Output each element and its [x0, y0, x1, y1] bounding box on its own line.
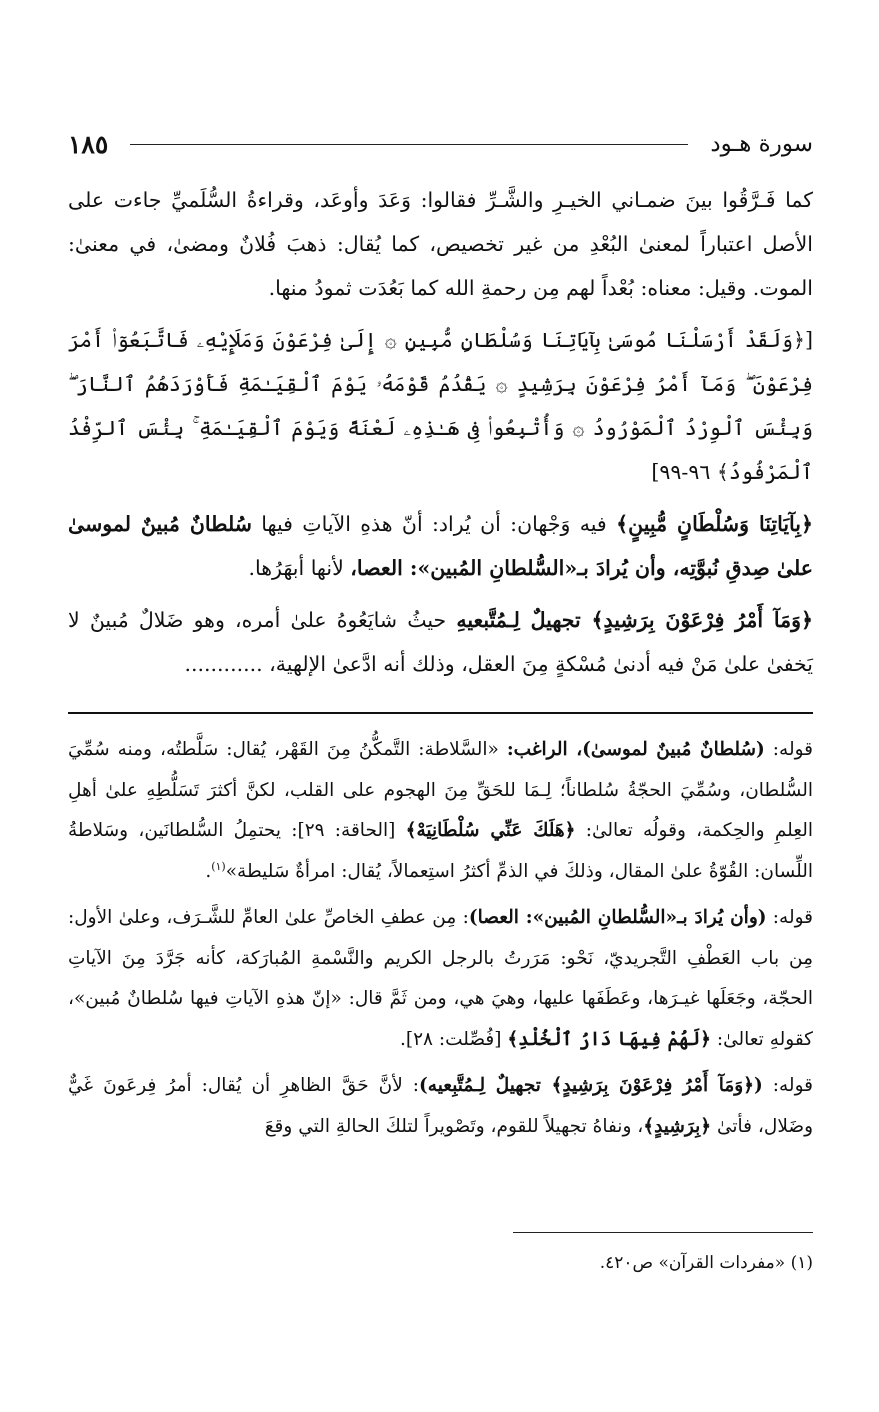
main-paragraph-3	[68, 598, 813, 686]
commentary-text: [الحاقة: ٢٩]: يحتمِلُ السُّلطانَين، وسَلاطةُ اللِّسان: القُوّةُ علىٰ المقال، وذلكَ في الذمِّ أكثرُ استِعمالاً، يُقال: امرأةٌ سَليطة»	[68, 820, 813, 882]
footnote: (١) «مفردات القرآن» ص٤٢٠.	[599, 1253, 813, 1273]
verse-quote: ﴿لَهُمْ فِيهَا دَارُ ٱلْخُلْدِ﴾	[507, 1028, 711, 1050]
commentary-text: : مِن عطفِ الخاصِّ علىٰ العامِّ للشَّـرَف، وعلىٰ الأول: مِن باب العَطْفِ التَّجريديّ، نَحْو: مَرَرتُ بالرجل الكريم والنَّسْمةِ المُبارَكة، كأنه جَرَّدَ مِنَ الآياتِ الحجّة، وجَعَلَها غيـرَها، وعَطَفَها عليها، وهيَ هي، ومن ثَمَّ قال: «إنّ هذهِ الآياتِ فيها سُلطانٌ مُبين»، كقولهِ تعالىٰ:	[68, 907, 813, 1050]
commentary-text: [فُصِّلت: ٢٨].	[399, 1028, 508, 1050]
commentary-text: .	[205, 860, 212, 882]
paragraph-text: فيه وَجْهان: أن يُراد: أنّ هذهِ الآياتِ فيها	[251, 512, 617, 536]
main-divider	[68, 712, 813, 714]
footnote-rule	[513, 1232, 813, 1233]
header-rule	[130, 144, 688, 145]
main-paragraph-1: كما فَـرَّقُوا بينَ ضمـاني الخيـرِ والشَّـرِّ فقالوا: وَعَدَ وأوعَد، وقراءةُ السُّلَميِّ جاءت على الأصل اعتباراً لمعنىٰ البُعْدِ من غير تخصيص، كما يُقال: ذهبَ فُلانٌ ومضىٰ، في معنىٰ: الموت. وقيل: معناه: بُعْداً لهم مِن رحمةِ الله كما بَعُدَت ثمودُ منها.	[68, 188, 813, 300]
quran-open-bracket: [﴿	[792, 328, 813, 352]
quran-close-bracket: ﴾ ٩٦-٩٩]	[651, 460, 729, 484]
commentary-paragraph-2	[68, 898, 813, 1060]
main-text	[68, 178, 813, 694]
verse-quote: ﴿هَلَكَ عَنِّي سُلْطَانِيَهْ﴾	[405, 820, 576, 841]
paragraph-text: حيثُ شايَعُوهُ علىٰ أمره، وهو ضَلالٌ مُبينٌ لا يَخفىٰ علىٰ مَنْ فيه أدنىٰ مُسْكةٍ مِنَ العقل، وذلك أنه ادَّعىٰ الإلهية، ............	[68, 608, 813, 676]
commentary-text: قوله:	[762, 1075, 813, 1096]
paragraph-text: لأنها أبهَرُها.	[248, 556, 351, 580]
verse-quote: ﴿بِآيَاتِنَا وَسُلْطَانٍ مُّبِينٍ﴾	[616, 512, 814, 536]
commentary-section	[68, 730, 813, 1153]
quran-verses	[68, 318, 813, 494]
bold-phrase: تجهيلٌ لِـمُتَّبعيهِ	[456, 608, 592, 632]
verse-quote: ﴿وَمَآ أَمْرُ فِرْعَوْنَ بِرَشِيدٍ﴾	[591, 608, 814, 632]
verse-quote: ﴿بِرَشِيدٍ﴾	[643, 1115, 712, 1137]
commentary-paragraph-1	[68, 730, 813, 892]
surah-title: سورة هـود	[710, 131, 813, 157]
running-header	[68, 122, 813, 166]
footnote-marker[interactable]: (١)	[211, 859, 226, 873]
commentary-lemma: (﴿وَمَآ أَمْرُ فِرْعَوْنَ بِرَشِيدٍ﴾ تجهيلٌ لِـمُتَّبِعيه)	[419, 1075, 763, 1096]
commentary-text: : لأنَّ حَقَّ الظاهرِ أن يُقال: أمرُ فِرعَونَ غَيٌّ وضَلال، فأتىٰ	[68, 1075, 813, 1137]
commentary-text: ، ونفاهُ تجهيلاً للقوم، وتَصْويراً لتلكَ الحالةِ التي وقعَ	[264, 1115, 644, 1137]
commentary-lemma: (وأن يُرادَ بـ«السُّلطانِ المُبين»: العصا)	[468, 907, 767, 928]
commentary-text: قوله:	[764, 739, 813, 760]
bold-phrase: سُلطانٌ مُبينٌ لموسىٰ علىٰ صِدقِ نُبوَّتِه، وأن يُرادَ بـ«السُّلطانِ المُبين»: العصا،	[68, 512, 813, 580]
commentary-paragraph-3	[68, 1066, 813, 1147]
commentary-text: قوله:	[766, 907, 813, 928]
quran-verse-text: وَلَقَدْ أَرْسَلْنَا مُوسَىٰ بِآيَاتِنَا وَسُلْطَانٍ مُّبِينٍ ۞ إِلَىٰ فِرْعَوْنَ وَمَلَإِيْهِۦ فَاتَّبَعُوٓا۟ أَمْرَ فِرْعَوْنَ ۖ وَمَآ أَمْرُ فِرْعَوْنَ بِرَشِيدٍ ۞ يَقْدُمُ قَوْمَهُۥ يَوْمَ ٱلْقِيَـٰمَةِ فَأَوْرَدَهُمُ ٱلنَّارَ ۖ وَبِئْسَ ٱلْوِرْدُ ٱلْمَوْرُودُ ۞ وَأُتْبِعُوا۟ فِى هَـٰذِهِۦ لَعْنَةً وَيَوْمَ ٱلْقِيَـٰمَةِ ۚ بِئْسَ ٱلرِّفْدُ ٱلْمَرْفُودُ	[68, 328, 813, 484]
main-paragraph-2	[68, 502, 813, 590]
page-number: ١٨٥	[68, 129, 109, 159]
commentary-text: «السَّلاطة: التَّمكُّنُ مِنَ القَهْر، يُقال: سَلَّطتُه، ومنه سُمِّيَ السُّلطان، وسُمِّيَ الحجّةُ سُلطاناً؛ لِـمَا للحَقِّ مِنَ الهجوم على القلب، لكنَّ أكثرَ تَسَلُّطِهِ علىٰ أهلِ العِلمِ والحِكمة، وقولُه تعالىٰ:	[68, 739, 813, 841]
commentary-lemma: (سُلطانٌ مُبينٌ لموسىٰ)، الراغب:	[506, 739, 765, 760]
